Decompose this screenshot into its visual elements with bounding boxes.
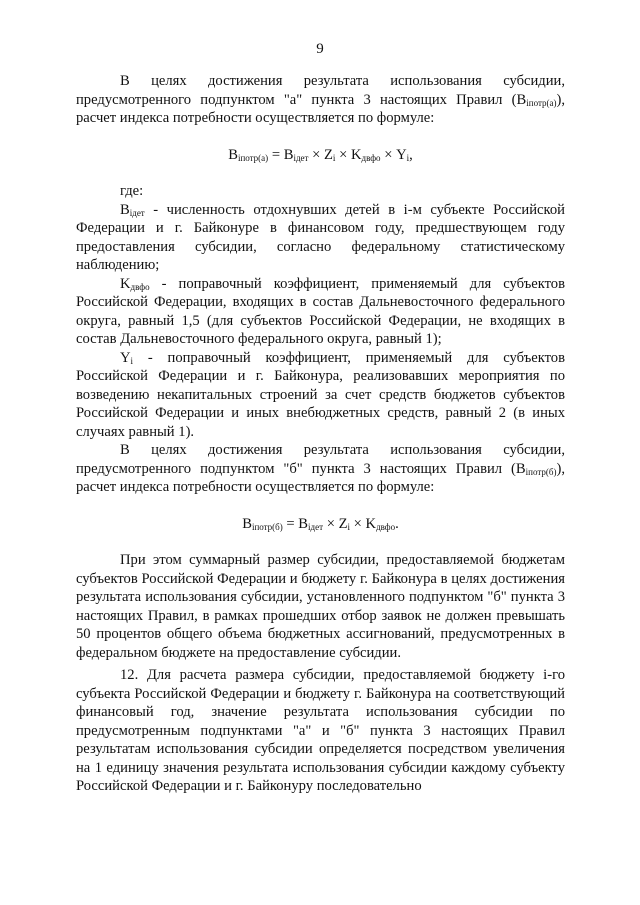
formula-b: $B_{iпотр(б)} = B_{iдет} \times Z_i \times K_{двфо}$. [242,515,399,532]
where-label: где: [120,183,144,199]
paragraph-12: 12. Для расчета размера субсидии, предоставляемой бюджету i-го субъекта Российской Федерации и бюджету г. Байконура на соответствующий финансовый год, значение результата использования субсидии по предусмотренным подпунктами "а" и "б" пункта 3 настоящих Правил результатам использования субсидии определяется посредством увеличения на 1 единицу значения результата использования субсидии каждому субъекту Российской Федерации и г. Байконуру последовательно [76,667,565,794]
paragraph-total-limit: При этом суммарный размер субсидии, предоставляемой бюджетам субъектов Российской Федерации и бюджету г. Байконура в целях достижения результата использования субсидии, установленного подпунктом "б" пункта 3 настоящих Правил, в рамках прошедших отбор заявок не должен превышать 50 процентов общего объема бюджетных ассигнований, предусмотренных в федеральном бюджете на предоставление субсидии. [76,552,565,661]
formula-a: $B_{iпотр(а)} = B_{iдет} \times Z_i \times K_{двфо} \times Y_i$, [228,146,413,163]
paragraph-purpose-b: В целях достижения результата использования субсидии, предусмотренного подпунктом "б" пункта 3 настоящих Правил $(B_{iпотр(б)})$, расчет индекса потребности осуществляется по формуле: [76,442,565,495]
definition-y: $Y_i$ - поправочный коэффициент, применяемый для субъектов Российской Федерации и г. Байконура, реализовавших мероприятия по возведению некапитальных строений за счет средств бюджетов субъектов Российской Федерации и иных внебюджетных средств, равный 2 (в иных случаях равный 1). [76,349,565,440]
document-body [76,72,565,796]
page-number: 9 [316,41,324,57]
definition-children: $B_{iдет}$ - численность отдохнувших детей в i-м субъекте Российской Федерации и г. Байконуре в финансовом году, предшествующем году предоставления субсидии, согласно федеральному статистическому наблюдению; [76,201,565,273]
paragraph-purpose-a: В целях достижения результата использования субсидии, предусмотренного подпунктом "а" пункта 3 настоящих Правил $(B_{iпотр(а)})$, расчет индекса потребности осуществляется по формуле: [76,73,565,126]
definition-k-dvfo: $K_{двфо}$ - поправочный коэффициент, применяемый для субъектов Российской Федерации, входящих в состав Дальневосточного федерального округа, равный 1,5 (для субъектов Российской Федерации, не входящих в состав Дальневосточного федерального округа, равный 1); [76,275,565,347]
